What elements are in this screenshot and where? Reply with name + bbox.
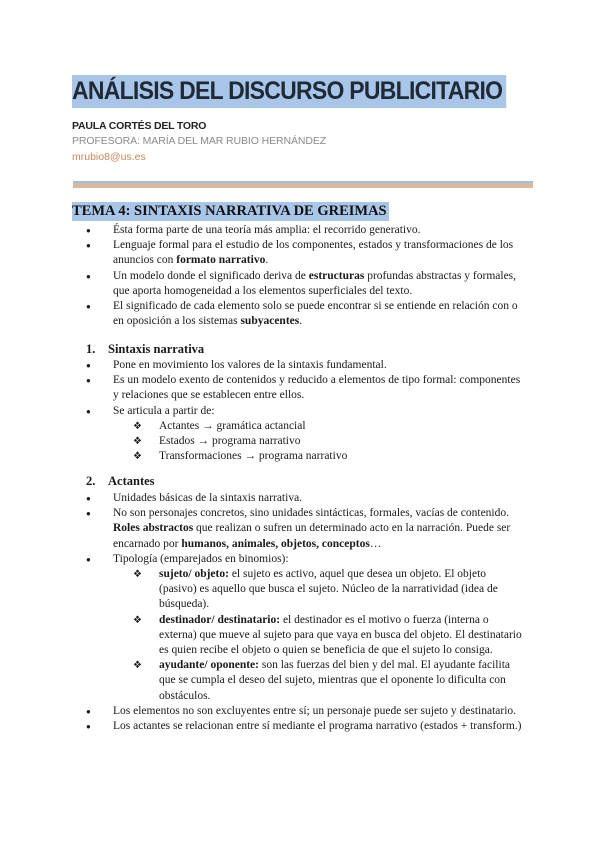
section-1-list	[86, 358, 526, 464]
item-text: que realizan o sufren un determinado acto en la narración. Puede ser encarnado por	[113, 522, 511, 550]
list-item	[86, 223, 526, 238]
topic-heading: TEMA 4: SINTAXIS NARRATIVA DE GREIMAS	[72, 203, 387, 219]
item-bold: sujeto/ objeto:	[159, 568, 229, 581]
header-divider	[73, 181, 533, 188]
item-text: .	[265, 254, 269, 267]
sub-item	[133, 434, 526, 449]
item-text: Unidades básicas de la sintaxis narrativa.	[113, 492, 303, 504]
item-bold: formato narrativo	[176, 254, 266, 267]
item-bold: destinador/ destinatario:	[159, 613, 281, 626]
item-text: el sujeto es activo, aquel que desea un objeto. El objeto (pasivo) es aquello que busca el sujeto. Núcleo de la narratividad (idea de búsqueda).	[159, 568, 498, 611]
item-text: Los actantes se relacionan entre sí mediante el programa narrativo (estados + transform.)	[113, 720, 522, 733]
section-number: 1.	[86, 342, 96, 356]
item-bold: humanos, animales, objetos, conceptos	[181, 537, 370, 550]
sub-item	[133, 658, 526, 704]
item-text: Es un modelo exento de contenidos y reducido a elementos de tipo formal: componentes y relaciones que se establecen entre ellos.	[113, 374, 521, 402]
section-2-list	[86, 491, 526, 734]
item-text: son las fuerzas del bien y del mal. El ayudante facilita que se cumpla el deseo del sujeto, mientras que el oponente lo dificulta con obstáculos.	[159, 659, 510, 702]
list-item	[86, 552, 526, 704]
item-text: Transformaciones → programa narrativo	[159, 450, 348, 463]
list-item	[86, 491, 526, 506]
section-title: Sintaxis narrativa	[108, 342, 205, 356]
item-bold: subyacentes	[240, 315, 300, 328]
sub-item	[133, 613, 526, 659]
list-item	[86, 238, 526, 268]
item-text: El significado de cada elemento solo se puede encontrar si se entiende en relación con o en oposición a los sistemas	[113, 300, 518, 328]
item-text: No son personajes concretos, sino unidades sintácticas, formales, vacías de contenido.	[113, 507, 509, 520]
list-item	[86, 719, 526, 734]
item-text: profundas abstractas y formales, que aporta homogeneidad a los elementos superficiales del texto.	[113, 269, 517, 297]
item-text: Un modelo donde el significado deriva de	[113, 269, 309, 282]
sublist	[133, 567, 526, 704]
section-number: 2.	[86, 474, 96, 488]
item-text: Ésta forma parte de una teoría más amplia: el recorrido generativo.	[113, 224, 421, 236]
list-item	[86, 506, 526, 552]
item-text: el destinador es el motivo o fuerza (interna o externa) que mueve al sujeto para que vaya en busca del objeto. El destinatario es quien recibe el objeto o quien se beneficia de que el sujeto lo consiga.	[159, 613, 522, 657]
item-text: Pone en movimiento los valores de la sintaxis fundamental.	[113, 359, 387, 371]
list-item	[86, 269, 526, 299]
item-text: Lenguaje formal para el estudio de los componentes, estados y transformaciones de los anuncios con	[113, 239, 514, 267]
list-item	[86, 358, 526, 373]
item-text: Los elementos no son excluyentes entre sí; un personaje puede ser sujeto y destinatario.	[113, 704, 517, 717]
professor-name: PROFESORA: MARÍA DEL MAR RUBIO HERNÁNDEZ	[72, 135, 327, 147]
section-title: Actantes	[108, 474, 155, 488]
document-title: ANÁLISIS DEL DISCURSO PUBLICITARIO	[72, 75, 506, 108]
list-item	[86, 704, 526, 719]
list-item	[86, 404, 526, 465]
item-text: …	[369, 537, 382, 550]
item-text: Estados → programa narrativo	[159, 435, 301, 448]
item-text: Tipología (emparejados en binomios):	[113, 552, 289, 565]
item-text: .	[299, 315, 303, 328]
email-link[interactable]: mrubio8@us.es	[72, 151, 146, 163]
section-heading-2	[86, 474, 155, 489]
sublist	[133, 419, 526, 465]
sub-item	[133, 567, 526, 613]
item-bold: ayudante/ oponente:	[159, 659, 259, 672]
sub-item	[133, 419, 526, 434]
item-text: Actantes → gramática actancial	[159, 419, 306, 432]
list-item	[86, 299, 526, 329]
sub-item	[133, 449, 526, 464]
list-item	[86, 373, 526, 403]
author-name: PAULA CORTÉS DEL TORO	[72, 120, 207, 132]
section-heading-1	[86, 342, 204, 357]
item-bold: Roles abstractos	[113, 522, 194, 535]
item-bold: estructuras	[308, 269, 365, 282]
intro-list	[86, 223, 526, 329]
item-text: Se articula a partir de:	[113, 404, 215, 417]
